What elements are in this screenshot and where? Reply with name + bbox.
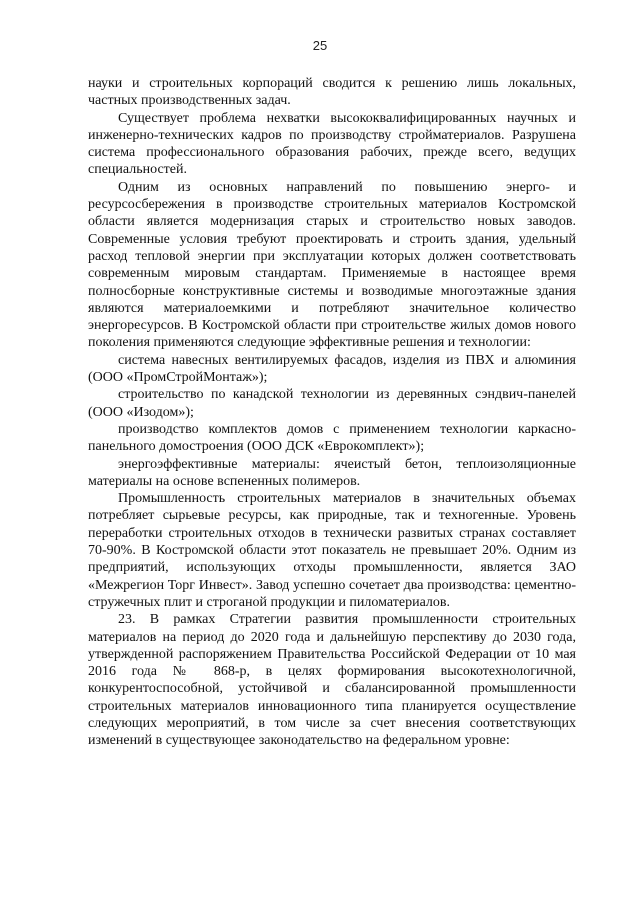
list-item: система навесных вентилируемых фасадов, изделия из ПВХ и алюминия (ООО «ПромСтройМонтаж»); — [88, 352, 576, 386]
page-number: 25 — [312, 38, 328, 53]
paragraph-personnel-shortage: Существует проблема нехватки высококвалифицированных научных и инженерно-технических кадров по производству стройматериалов. Разрушена система профессионального образования рабочих, прежде всего, ведущих специальностей. — [88, 110, 576, 178]
list-item: энергоэффективные материалы: ячеистый бетон, теплоизоляционные материалы на основе вспененных полимеров. — [88, 456, 576, 489]
paragraph-raw-materials: Промышленность строительных материалов в значительных объемах потребляет сырьевые ресурсы, как природные, так и техногенные. Уровень переработки строительных отходов в технически развитых странах составляет 70-90%. В Костромской области этот показатель не превышает 20%. Одним из предприятий, использующих отходы промышленности, является ЗАО «Межрегион Торг Инвест». Завод успешно сочетает два производства: цементно-стружечных плит и строганой продукции и пиломатериалов. — [88, 491, 576, 610]
paragraph-continuation: науки и строительных корпораций сводится к решению лишь локальных, частных производственных задач. — [88, 76, 576, 109]
list-item: строительство по канадской технологии из деревянных сэндвич-панелей (ООО «Изодом»); — [88, 387, 576, 420]
list-item: производство комплектов домов с применением технологии каркасно-панельного домостроения (ООО ДСК «Еврокомплект»); — [88, 421, 576, 455]
document-body — [88, 75, 576, 750]
paragraph-energy-saving: Одним из основных направлений по повышению энерго- и ресурсосбережения в производстве строительных материалов Костромской области является модернизация старых и строительство новых заводов. Современные условия требуют проектировать и строить здания, удельный расход тепловой энергии при эксплуатации которых должен соответствовать современным мировым стандартам. Применяемые в настоящее время полносборные конструктивные системы и возводимые многоэтажные здания являются материалоемкими и потребляют значительное количество энергоресурсов. В Костромской области при строительстве жилых домов нового поколения применяются следующие эффективные решения и технологии: — [88, 179, 576, 351]
paragraph-strategy-23: 23. В рамках Стратегии развития промышленности строительных материалов на период до 2020 года и дальнейшую перспективу до 2030 года, утвержденной распоряжением Правительства Российской Федерации от 10 мая 2016 года № 868-р, в целях формирования высокотехнологичной, конкурентоспособной, устойчивой и сбалансированной промышленности строительных материалов инновационного типа планируется осуществление следующих мероприятий, в том числе за счет внесения соответствующих изменений в существующее законодательство на федеральном уровне: — [88, 612, 576, 749]
